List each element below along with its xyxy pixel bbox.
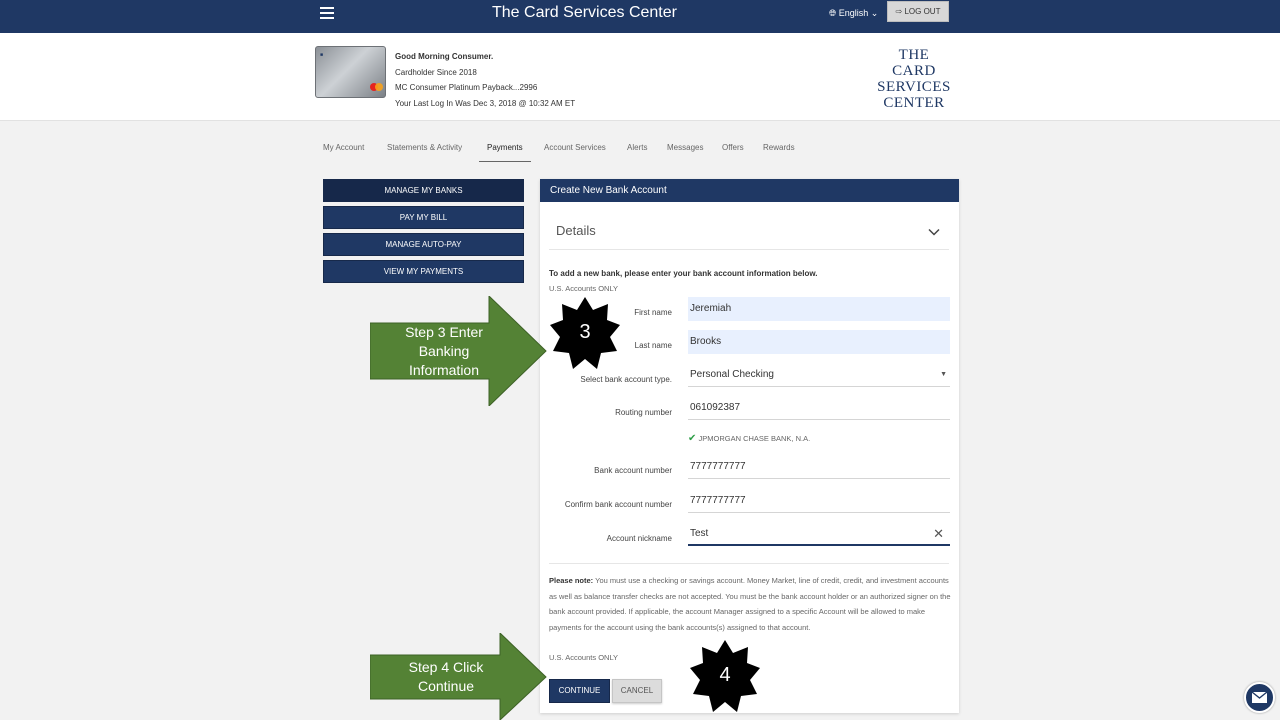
check-icon: ✔ — [688, 433, 697, 444]
step-4-text — [376, 658, 516, 696]
greeting: Good Morning Consumer. — [395, 52, 494, 61]
bank-name: JPMORGAN CHASE BANK, N.A. — [698, 434, 811, 443]
create-bank-account-panel — [540, 179, 959, 713]
account-type-value: Personal Checking — [690, 369, 774, 380]
routing-number-input[interactable]: 061092387 — [688, 396, 950, 420]
step-3-line: Step 3 Enter — [405, 324, 483, 340]
top-bar — [0, 0, 1280, 33]
pay-my-bill-button[interactable]: PAY MY BILL — [323, 206, 524, 229]
tab-alerts[interactable]: Alerts — [627, 143, 648, 152]
step-3-line: Information — [408, 362, 480, 378]
routing-number-label: Routing number — [615, 408, 672, 417]
account-header — [0, 33, 1280, 121]
continue-button[interactable]: CONTINUE — [549, 679, 610, 703]
logout-button[interactable] — [887, 1, 949, 22]
tab-my-account[interactable]: My Account — [323, 143, 365, 152]
close-icon[interactable]: ✕ — [933, 526, 944, 541]
divider — [549, 563, 949, 564]
step-3-line: Banking — [418, 343, 470, 359]
tab-statements-activity[interactable]: Statements & Activity — [387, 143, 463, 152]
panel-title: Create New Bank Account — [540, 179, 959, 202]
account-number-input[interactable]: 7777777777 — [688, 455, 950, 479]
divider — [549, 249, 949, 250]
last-login: Your Last Log In Was Dec 3, 2018 @ 10:32 AM ET — [395, 98, 576, 108]
account-type-label: Select bank account type. — [580, 375, 672, 384]
manage-my-banks-button[interactable]: MANAGE MY BANKS — [323, 179, 524, 202]
language-selector[interactable] — [829, 8, 878, 19]
account-summary — [395, 49, 575, 111]
card-name: MC Consumer Platinum Payback...2996 — [395, 83, 538, 92]
step-3-text — [376, 323, 512, 380]
manage-auto-pay-button[interactable]: MANAGE AUTO-PAY — [323, 233, 524, 256]
first-name-input[interactable]: Jeremiah — [688, 297, 950, 321]
step-4-line: Step 4 Click — [408, 659, 484, 675]
note-body: You must use a checking or savings account. Money Market, line of credit, credit, and investment accounts as well as balance transfer checks are not accepted. You must be the bank account holder or an authorized signer on the bank account provided. If applicable, the account Manager assigned to a specific Account will be allowed to make payments for the account using the bank accounts(s) assigned to that account. — [549, 576, 951, 632]
step-4-number: 4 — [719, 664, 731, 686]
logo-line: CARD SERVICES — [877, 63, 951, 95]
envelope-icon — [1246, 684, 1273, 711]
logo-line: THE — [898, 47, 930, 63]
logout-icon: ⇨ — [895, 7, 903, 16]
globe-icon: 🌐︎ — [829, 8, 837, 18]
confirm-account-number-input[interactable]: 7777777777 — [688, 489, 950, 513]
step-3-number: 3 — [579, 321, 591, 343]
chevron-down-icon: ⌄ — [870, 8, 879, 18]
tab-account-services[interactable]: Account Services — [544, 143, 606, 152]
tab-messages[interactable]: Messages — [667, 143, 704, 152]
cancel-button[interactable]: CANCEL — [612, 679, 662, 703]
please-note-text — [549, 573, 951, 635]
bank-name-verified — [688, 433, 810, 444]
site-title: The Card Services Center — [492, 4, 677, 21]
details-section-title[interactable]: Details — [556, 223, 596, 238]
logout-label: LOG OUT — [904, 7, 941, 16]
us-only-note: U.S. Accounts ONLY — [549, 284, 619, 293]
chat-button[interactable] — [1244, 682, 1275, 713]
logo-line: CENTER — [883, 95, 945, 111]
account-number-label: Bank account number — [594, 466, 672, 475]
credit-card-image — [315, 46, 386, 98]
cardholder-since: Cardholder Since 2018 — [395, 67, 477, 77]
confirm-account-number-label: Confirm bank account number — [564, 500, 672, 509]
language-label: English — [838, 8, 869, 18]
tab-offers[interactable]: Offers — [722, 143, 744, 152]
last-name-label: Last name — [634, 341, 672, 350]
account-nickname-value: Test — [690, 528, 709, 539]
step-4-line: Continue — [417, 678, 475, 694]
hamburger-icon[interactable] — [320, 7, 334, 23]
brand-logo — [856, 47, 972, 111]
account-nickname-input[interactable] — [688, 522, 950, 546]
account-nickname-label: Account nickname — [606, 534, 672, 543]
card-bank-mark: ■ — [320, 52, 324, 58]
dropdown-caret-icon: ▼ — [940, 371, 947, 378]
note-heading: Please note: — [549, 576, 594, 585]
tab-payments[interactable]: Payments — [479, 138, 531, 162]
us-only-note: U.S. Accounts ONLY — [549, 653, 619, 662]
view-my-payments-button[interactable]: VIEW MY PAYMENTS — [323, 260, 524, 283]
account-type-select[interactable] — [688, 363, 950, 387]
mastercard-logo-orange — [375, 83, 383, 91]
first-name-label: First name — [634, 308, 672, 317]
tab-rewards[interactable]: Rewards — [763, 143, 795, 152]
intro-text: To add a new bank, please enter your bank account information below. — [549, 269, 818, 278]
last-name-input[interactable]: Brooks — [688, 330, 950, 354]
chevron-down-icon[interactable] — [928, 226, 940, 238]
